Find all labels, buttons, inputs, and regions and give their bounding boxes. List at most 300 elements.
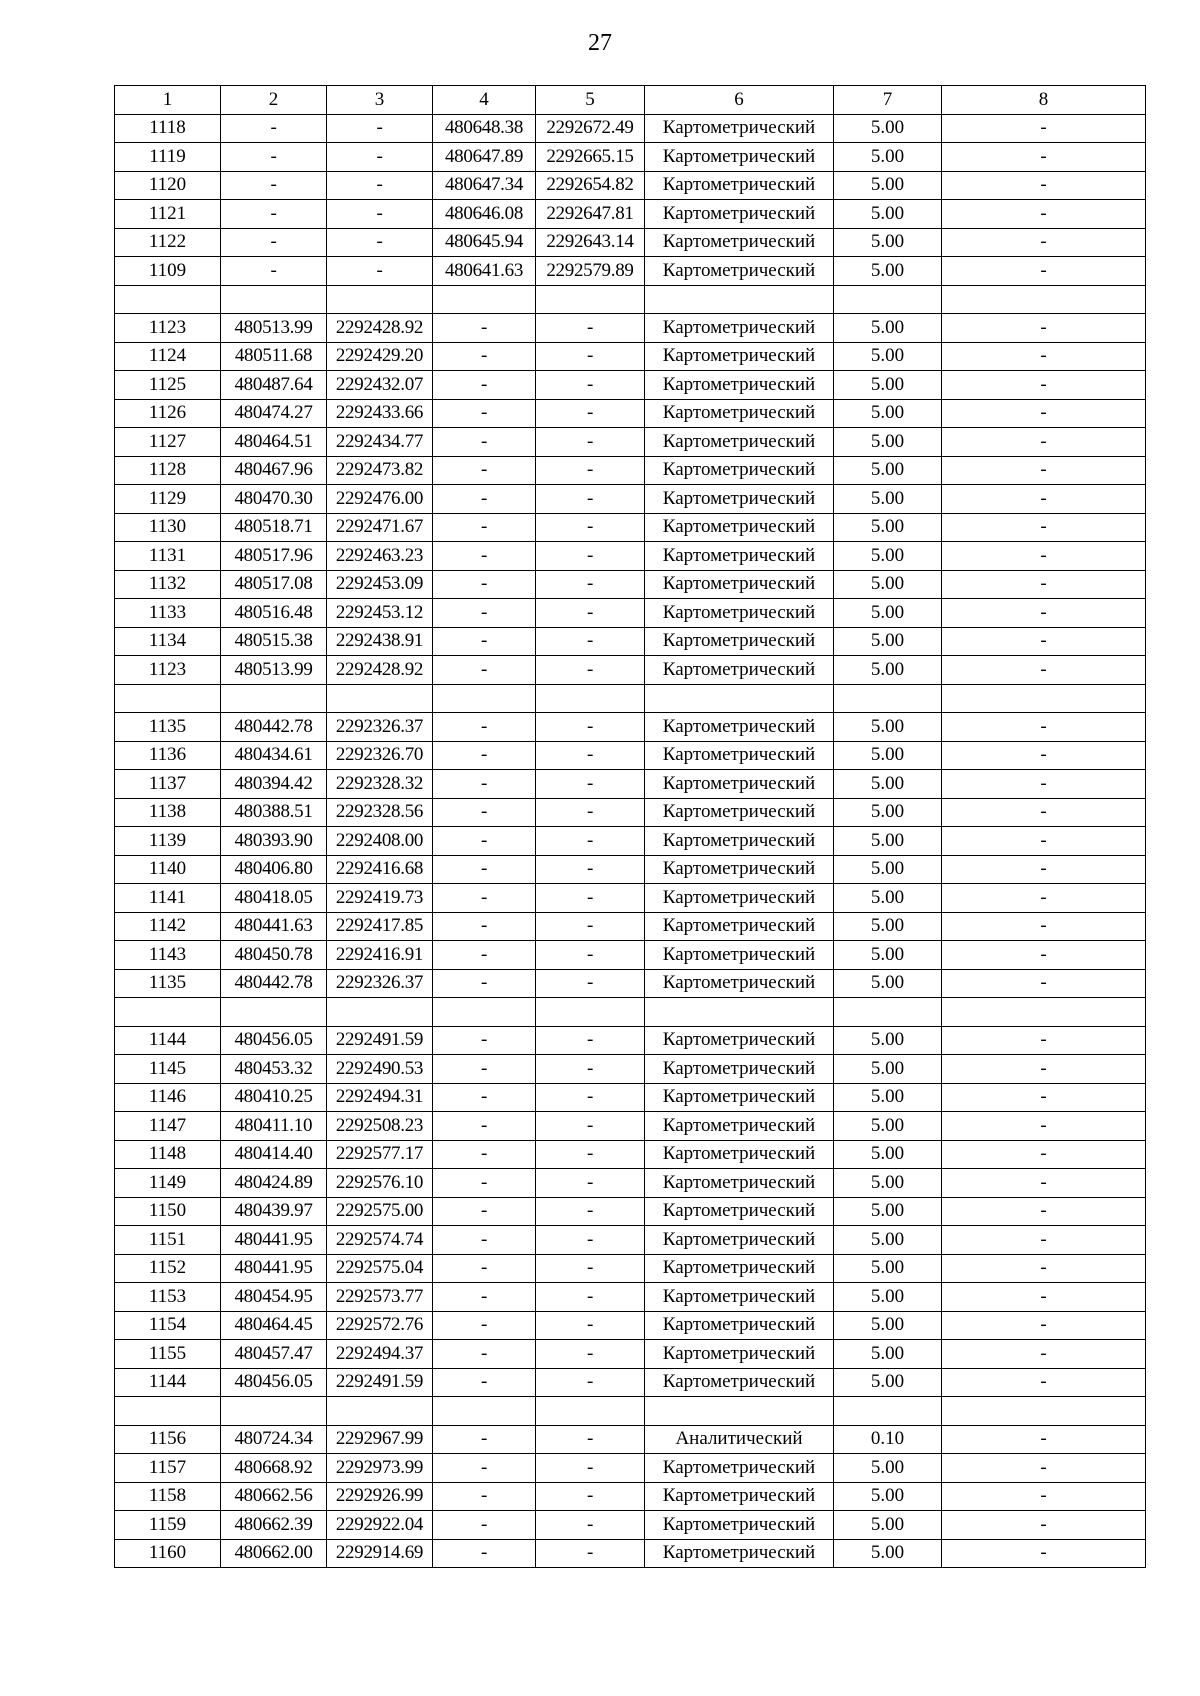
table-cell: - <box>942 1311 1146 1340</box>
table-cell: - <box>536 656 645 685</box>
page-number: 27 <box>588 30 612 56</box>
table-cell: 480516.48 <box>221 599 327 628</box>
table-separator-row <box>115 1397 1146 1426</box>
table-cell: 1158 <box>115 1482 221 1511</box>
column-header: 7 <box>834 86 942 115</box>
table-cell: 5.00 <box>834 855 942 884</box>
table-cell <box>536 1397 645 1426</box>
table-cell: 1123 <box>115 314 221 343</box>
table-cell: 1141 <box>115 884 221 913</box>
table-cell: Картометрический <box>645 1112 834 1141</box>
table-cell: Картометрический <box>645 1026 834 1055</box>
table-cell: 2292434.77 <box>327 428 433 457</box>
table-cell: - <box>942 912 1146 941</box>
table-cell <box>115 285 221 314</box>
table-cell: - <box>536 1140 645 1169</box>
table-cell: - <box>536 1112 645 1141</box>
table-cell: - <box>536 1283 645 1312</box>
table-cell: - <box>942 200 1146 229</box>
table-cell: 5.00 <box>834 713 942 742</box>
table-cell: 480648.38 <box>433 114 536 143</box>
table-cell: - <box>536 969 645 998</box>
table-cell: 480474.27 <box>221 399 327 428</box>
table-cell: - <box>221 228 327 257</box>
table-cell: - <box>536 941 645 970</box>
table-cell: Картометрический <box>645 941 834 970</box>
table-cell: 1146 <box>115 1083 221 1112</box>
table-cell: 5.00 <box>834 969 942 998</box>
table-cell: 1140 <box>115 855 221 884</box>
table-cell: Картометрический <box>645 798 834 827</box>
table-cell: 480414.40 <box>221 1140 327 1169</box>
table-cell: 1120 <box>115 171 221 200</box>
table-cell: - <box>942 1226 1146 1255</box>
column-header: 8 <box>942 86 1146 115</box>
table-cell: - <box>942 855 1146 884</box>
table-cell: 480467.96 <box>221 456 327 485</box>
table-cell <box>645 1397 834 1426</box>
table-cell: 1121 <box>115 200 221 229</box>
table-cell: - <box>433 1112 536 1141</box>
table-row <box>115 1226 1146 1255</box>
table-cell: - <box>942 456 1146 485</box>
table-cell: - <box>433 1340 536 1369</box>
table-row <box>115 1482 1146 1511</box>
table-cell: 1156 <box>115 1425 221 1454</box>
table-cell: 2292575.00 <box>327 1197 433 1226</box>
table-row <box>115 485 1146 514</box>
table-cell: 480394.42 <box>221 770 327 799</box>
table-cell: - <box>433 1169 536 1198</box>
table-cell: Картометрический <box>645 1340 834 1369</box>
table-row <box>115 770 1146 799</box>
table-cell: - <box>942 371 1146 400</box>
coordinates-table <box>114 85 1146 1568</box>
table-cell: - <box>433 1140 536 1169</box>
table-cell: Картометрический <box>645 627 834 656</box>
table-row <box>115 228 1146 257</box>
table-cell: - <box>536 1482 645 1511</box>
table-row <box>115 1340 1146 1369</box>
table-cell: Картометрический <box>645 1254 834 1283</box>
table-cell: - <box>221 200 327 229</box>
table-cell <box>942 998 1146 1027</box>
table-cell: 1145 <box>115 1055 221 1084</box>
table-cell: 2292494.37 <box>327 1340 433 1369</box>
table-cell: - <box>942 656 1146 685</box>
table-cell: - <box>536 399 645 428</box>
table-cell: - <box>433 456 536 485</box>
table-cell: - <box>942 485 1146 514</box>
table-row <box>115 912 1146 941</box>
table-cell <box>536 684 645 713</box>
table-cell: 480646.08 <box>433 200 536 229</box>
table-cell: 2292328.32 <box>327 770 433 799</box>
table-row <box>115 656 1146 685</box>
column-header: 2 <box>221 86 327 115</box>
table-cell: 1129 <box>115 485 221 514</box>
table-cell: - <box>327 143 433 172</box>
table-cell: Картометрический <box>645 485 834 514</box>
table-row <box>115 1140 1146 1169</box>
table-cell: - <box>433 570 536 599</box>
table-cell: 480724.34 <box>221 1425 327 1454</box>
table-cell: - <box>536 485 645 514</box>
table-row <box>115 827 1146 856</box>
table-cell: 1157 <box>115 1454 221 1483</box>
table-row <box>115 1425 1146 1454</box>
table-cell: 2292672.49 <box>536 114 645 143</box>
table-cell: 5.00 <box>834 428 942 457</box>
table-cell: - <box>942 1169 1146 1198</box>
table-cell: - <box>942 114 1146 143</box>
table-cell: Картометрический <box>645 1140 834 1169</box>
table-cell: - <box>942 1454 1146 1483</box>
table-cell: 1149 <box>115 1169 221 1198</box>
table-row <box>115 713 1146 742</box>
table-cell: 2292428.92 <box>327 656 433 685</box>
table-row <box>115 969 1146 998</box>
table-cell: 2292926.99 <box>327 1482 433 1511</box>
table-cell: - <box>942 827 1146 856</box>
table-cell: 5.00 <box>834 1169 942 1198</box>
table-cell: 5.00 <box>834 1340 942 1369</box>
column-header: 5 <box>536 86 645 115</box>
table-cell: 5.00 <box>834 941 942 970</box>
table-cell: Картометрический <box>645 1055 834 1084</box>
table-cell: 5.00 <box>834 143 942 172</box>
table-cell: Картометрический <box>645 770 834 799</box>
table-cell <box>433 998 536 1027</box>
table-cell: - <box>942 1055 1146 1084</box>
table-row <box>115 884 1146 913</box>
table-cell: 2292922.04 <box>327 1511 433 1540</box>
table-cell: 480453.32 <box>221 1055 327 1084</box>
table-cell: - <box>942 171 1146 200</box>
table-cell: Картометрический <box>645 741 834 770</box>
table-row <box>115 741 1146 770</box>
table-cell: 1152 <box>115 1254 221 1283</box>
table-cell: 5.00 <box>834 1511 942 1540</box>
table-cell: Картометрический <box>645 399 834 428</box>
table-cell: Картометрический <box>645 428 834 457</box>
table-cell: 2292471.67 <box>327 513 433 542</box>
table-cell: 5.00 <box>834 1026 942 1055</box>
table-cell <box>221 1397 327 1426</box>
table-cell: - <box>942 713 1146 742</box>
table-cell: 5.00 <box>834 599 942 628</box>
table-cell: 480662.00 <box>221 1539 327 1568</box>
table-cell: - <box>221 143 327 172</box>
table-cell: 480470.30 <box>221 485 327 514</box>
table-cell <box>433 285 536 314</box>
table-cell: Картометрический <box>645 513 834 542</box>
table-cell: 480641.63 <box>433 257 536 286</box>
table-cell: 5.00 <box>834 770 942 799</box>
table-cell: - <box>433 627 536 656</box>
table-cell: 5.00 <box>834 570 942 599</box>
table-cell: - <box>536 627 645 656</box>
table-cell <box>536 285 645 314</box>
table-cell: Картометрический <box>645 114 834 143</box>
table-cell: - <box>942 257 1146 286</box>
table-row <box>115 371 1146 400</box>
table-cell: 5.00 <box>834 314 942 343</box>
table-cell: - <box>536 1254 645 1283</box>
table-cell: - <box>327 228 433 257</box>
table-cell: 5.00 <box>834 228 942 257</box>
table-cell: - <box>942 1482 1146 1511</box>
table-cell: 2292572.76 <box>327 1311 433 1340</box>
table-cell <box>645 285 834 314</box>
table-cell <box>327 285 433 314</box>
table-cell: Аналитический <box>645 1425 834 1454</box>
table-cell: - <box>536 371 645 400</box>
table-cell: - <box>433 941 536 970</box>
table-cell: - <box>536 599 645 628</box>
table-row <box>115 513 1146 542</box>
table-cell: 2292428.92 <box>327 314 433 343</box>
table-cell: - <box>433 599 536 628</box>
table-cell: - <box>536 342 645 371</box>
table-cell <box>433 1397 536 1426</box>
table-cell: 480410.25 <box>221 1083 327 1112</box>
table-cell <box>221 684 327 713</box>
table-cell: Картометрический <box>645 1197 834 1226</box>
table-row <box>115 399 1146 428</box>
table-cell: 5.00 <box>834 1140 942 1169</box>
table-cell: 5.00 <box>834 1254 942 1283</box>
table-row <box>115 1283 1146 1312</box>
table-row <box>115 1169 1146 1198</box>
table-cell: - <box>433 1026 536 1055</box>
table-cell: 480441.95 <box>221 1254 327 1283</box>
table-cell: 480442.78 <box>221 713 327 742</box>
table-cell: Картометрический <box>645 1482 834 1511</box>
table-cell: 1153 <box>115 1283 221 1312</box>
table-cell <box>536 998 645 1027</box>
table-cell: - <box>433 1511 536 1540</box>
table-cell: 5.00 <box>834 1311 942 1340</box>
table-cell: - <box>536 798 645 827</box>
table-cell: 2292914.69 <box>327 1539 433 1568</box>
table-cell: Картометрический <box>645 542 834 571</box>
table-cell: - <box>433 342 536 371</box>
table-cell: 480662.56 <box>221 1482 327 1511</box>
table-cell: 5.00 <box>834 513 942 542</box>
table-cell: 5.00 <box>834 399 942 428</box>
table-row <box>115 456 1146 485</box>
table-cell: 5.00 <box>834 542 942 571</box>
table-cell: 480645.94 <box>433 228 536 257</box>
table-cell: 480517.96 <box>221 542 327 571</box>
table-cell: - <box>536 827 645 856</box>
table-cell: - <box>942 143 1146 172</box>
table-cell: 1123 <box>115 656 221 685</box>
table-cell: - <box>433 1254 536 1283</box>
table-cell: - <box>536 456 645 485</box>
table-cell: - <box>327 200 433 229</box>
table-cell: Картометрический <box>645 1226 834 1255</box>
table-cell: 5.00 <box>834 884 942 913</box>
table-cell: 5.00 <box>834 798 942 827</box>
table-cell: 480464.45 <box>221 1311 327 1340</box>
table-cell: 5.00 <box>834 1539 942 1568</box>
table-cell <box>327 998 433 1027</box>
table-cell: 2292432.07 <box>327 371 433 400</box>
table-cell: - <box>433 371 536 400</box>
table-row <box>115 1454 1146 1483</box>
table-cell: - <box>942 1340 1146 1369</box>
table-cell: 1118 <box>115 114 221 143</box>
table-cell: - <box>433 798 536 827</box>
table-cell: - <box>433 1083 536 1112</box>
table-cell: 2292576.10 <box>327 1169 433 1198</box>
table-cell: - <box>536 513 645 542</box>
table-cell: Картометрический <box>645 1169 834 1198</box>
table-row <box>115 200 1146 229</box>
table-cell: 1148 <box>115 1140 221 1169</box>
table-row <box>115 627 1146 656</box>
table-cell: Картометрический <box>645 1539 834 1568</box>
table-cell: 5.00 <box>834 171 942 200</box>
table-cell: 480513.99 <box>221 656 327 685</box>
table-cell <box>834 285 942 314</box>
table-cell: - <box>942 1140 1146 1169</box>
table-cell: 1119 <box>115 143 221 172</box>
table-cell: 1154 <box>115 1311 221 1340</box>
table-cell: - <box>942 1539 1146 1568</box>
table-cell: 1133 <box>115 599 221 628</box>
table-cell: - <box>433 428 536 457</box>
table-cell: 480464.51 <box>221 428 327 457</box>
table-cell: - <box>942 1425 1146 1454</box>
table-cell: 480434.61 <box>221 741 327 770</box>
table-cell: 5.00 <box>834 114 942 143</box>
table-cell: - <box>536 1425 645 1454</box>
table-row <box>115 1539 1146 1568</box>
table-cell: Картометрический <box>645 228 834 257</box>
table-cell: Картометрический <box>645 314 834 343</box>
table-cell: 1139 <box>115 827 221 856</box>
table-cell: Картометрический <box>645 1511 834 1540</box>
table-cell: 1138 <box>115 798 221 827</box>
table-cell: - <box>942 1112 1146 1141</box>
table-cell: 480487.64 <box>221 371 327 400</box>
table-cell: Картометрический <box>645 969 834 998</box>
table-cell: 2292573.77 <box>327 1283 433 1312</box>
table-cell: - <box>433 741 536 770</box>
table-cell: Картометрический <box>645 143 834 172</box>
table-cell: - <box>327 257 433 286</box>
table-cell: 1135 <box>115 969 221 998</box>
table-row <box>115 941 1146 970</box>
table-cell: - <box>942 599 1146 628</box>
table-cell: Картометрический <box>645 342 834 371</box>
table-cell: 2292433.66 <box>327 399 433 428</box>
table-cell: Картометрический <box>645 827 834 856</box>
table-cell: - <box>942 627 1146 656</box>
table-row <box>115 1254 1146 1283</box>
table-cell: 480450.78 <box>221 941 327 970</box>
table-separator-row <box>115 684 1146 713</box>
column-header: 1 <box>115 86 221 115</box>
table-cell: Картометрический <box>645 171 834 200</box>
table-cell: 480424.89 <box>221 1169 327 1198</box>
table-cell: 2292579.89 <box>536 257 645 286</box>
table-cell: 1122 <box>115 228 221 257</box>
table-row <box>115 570 1146 599</box>
table-cell: 2292490.53 <box>327 1055 433 1084</box>
table-cell: 480388.51 <box>221 798 327 827</box>
table-cell: 2292429.20 <box>327 342 433 371</box>
table-cell: 2292473.82 <box>327 456 433 485</box>
table-cell: 1144 <box>115 1026 221 1055</box>
table-cell: 5.00 <box>834 827 942 856</box>
table-cell: - <box>536 1539 645 1568</box>
table-cell: - <box>942 941 1146 970</box>
table-cell: 480454.95 <box>221 1283 327 1312</box>
table-cell: 2292408.00 <box>327 827 433 856</box>
table-cell: - <box>536 1197 645 1226</box>
table-cell: - <box>536 1311 645 1340</box>
table-cell: 0.10 <box>834 1425 942 1454</box>
table-cell: 1109 <box>115 257 221 286</box>
table-cell: - <box>942 798 1146 827</box>
table-cell: 5.00 <box>834 456 942 485</box>
table-cell: 480511.68 <box>221 342 327 371</box>
table-cell: 480668.92 <box>221 1454 327 1483</box>
table-cell: - <box>536 570 645 599</box>
table-cell: - <box>433 912 536 941</box>
column-header: 4 <box>433 86 536 115</box>
table-cell: Картометрический <box>645 656 834 685</box>
table-cell: - <box>221 114 327 143</box>
table-row <box>115 1197 1146 1226</box>
table-row <box>115 171 1146 200</box>
table-cell: - <box>433 399 536 428</box>
table-cell: 2292491.59 <box>327 1368 433 1397</box>
table-cell: - <box>942 513 1146 542</box>
table-cell: 5.00 <box>834 627 942 656</box>
table-cell: 1124 <box>115 342 221 371</box>
table-cell <box>942 285 1146 314</box>
table-cell: - <box>433 1454 536 1483</box>
table-cell: 5.00 <box>834 1083 942 1112</box>
table-cell: - <box>536 428 645 457</box>
table-cell <box>942 1397 1146 1426</box>
table-cell: 2292508.23 <box>327 1112 433 1141</box>
table-cell: - <box>536 1055 645 1084</box>
table-row <box>115 599 1146 628</box>
table-cell: 5.00 <box>834 1283 942 1312</box>
table-cell: Картометрический <box>645 912 834 941</box>
table-cell: - <box>433 713 536 742</box>
table-cell <box>115 1397 221 1426</box>
table-cell: - <box>942 1083 1146 1112</box>
table-cell: Картометрический <box>645 599 834 628</box>
table-cell: - <box>536 542 645 571</box>
table-cell: Картометрический <box>645 371 834 400</box>
table-row <box>115 1311 1146 1340</box>
table-cell: 2292575.04 <box>327 1254 433 1283</box>
table-cell <box>115 684 221 713</box>
table-cell: 5.00 <box>834 1482 942 1511</box>
table-cell: 2292326.37 <box>327 713 433 742</box>
table-row <box>115 428 1146 457</box>
table-cell: - <box>433 314 536 343</box>
table-cell <box>327 1397 433 1426</box>
